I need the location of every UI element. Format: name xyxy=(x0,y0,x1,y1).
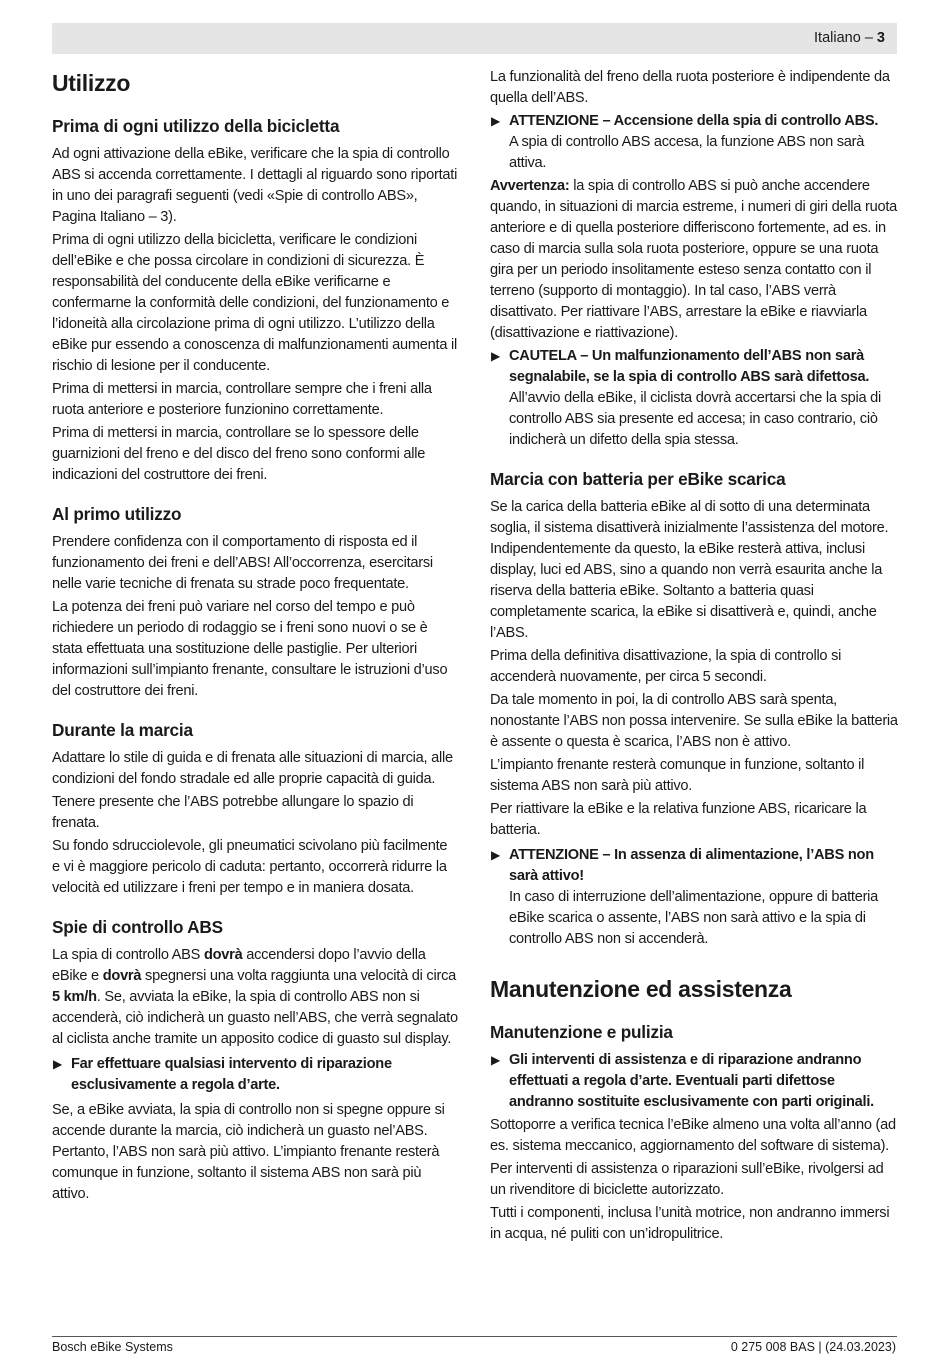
section-title-manutenzione: Manutenzione ed assistenza xyxy=(490,976,792,1002)
paragraph: Sottoporre a verifica tecnica l’eBike almeno una volta all’anno (ad es. sistema meccanico, aggiornamento del software di sistema). xyxy=(490,1117,896,1154)
left-column xyxy=(52,68,458,1205)
paragraph: Su fondo sdrucciolevole, gli pneumatici scivolano più facilmente e vi è maggiore pericolo di caduta: pertanto, occorrerà ridurre la velocità ed utilizzare i freni per tempo e in maniera dosata. xyxy=(52,838,448,896)
warning-bullet-icon: ▶ xyxy=(491,349,500,363)
right-column xyxy=(490,67,900,1245)
paragraph: Adattare lo stile di guida e di frenata alle situazioni di marcia, alle condizioni del fondo stradale ed alle proprie capacità di guida. xyxy=(52,750,453,787)
warning-note: ▶ Far effettuare qualsiasi intervento di riparazione esclusivamente a regola d’arte. xyxy=(53,1056,392,1093)
footer-divider xyxy=(52,1336,897,1337)
paragraph: La spia di controllo ABS dovrà accendersi dopo l’avvio della eBike e dovrà spegnersi una volta raggiunta una velocità di circa 5 km/h. Se, avviata la eBike, la spia di controllo ABS non si accenderà, ciò indicherà un guasto nell’ABS, che verrà segnalato al ciclista anche tramite un apposito codice di guasto sul display. xyxy=(52,947,458,1047)
warning-note: ▶ ATTENZIONE – Accensione della spia di controllo ABS. A spia di controllo ABS accesa, la funzione ABS non sarà attiva. xyxy=(491,113,879,171)
paragraph: L’impianto frenante resterà comunque in funzione, soltanto il sistema ABS non sarà più attivo. xyxy=(490,757,865,794)
subsection-title-spie: Spie di controllo ABS xyxy=(52,917,223,937)
paragraph: Prima della definitiva disattivazione, la spia di controllo si accenderà nuovamente, per circa 5 secondi. xyxy=(490,648,842,685)
paragraph: Avvertenza: la spia di controllo ABS si può anche accendere quando, in situazioni di marcia estreme, i numeri di giri della ruota anteriore e di quella posteriore differiscono fortemente, ad es. in caso di marcia sulla sola ruota posteriore, oppure se una ruota gira per un periodo insolitamente esteso senza contatto con il terreno (supporto di montaggio). In tal caso, l’ABS verrà disattivato. Per riattivare l’ABS, arrestare la eBike e riavviarla (disattivazione e riattivazione). xyxy=(490,178,897,341)
paragraph: La potenza dei freni può variare nel corso del tempo e può richiedere un periodo di rodaggio se i freni sono nuovi o se è stata effettuata una sostituzione delle pastiglie. Per ulteriori informazioni sull’impianto frenante, consultare le istruzioni d’uso del costruttore dei freni. xyxy=(52,599,448,699)
warning-bullet-icon: ▶ xyxy=(53,1057,62,1071)
footer-doc-id: 0 275 008 BAS | (24.03.2023) xyxy=(730,1340,896,1354)
warning-note: ▶ ATTENZIONE – In assenza di alimentazione, l’ABS non sarà attivo! In caso di interruzione dell’alimentazione, oppure di batteria eBike scarica o assente, l’ABS non sarà attivo e la spia di controllo ABS non si accenderà. xyxy=(491,847,879,947)
paragraph: Tenere presente che l’ABS potrebbe allungare lo spazio di frenata. xyxy=(52,794,414,831)
subsection-title-primo: Al primo utilizzo xyxy=(52,504,182,524)
paragraph: Prima di ogni utilizzo della bicicletta, verificare le condizioni dell’eBike e che possa circolare in condizioni di sicurezza. È responsabilità del conducente della eBike verificarne e confermarne la conformità delle condizioni, del funzionamento e l’idoneità alla circolazione prima di ogni utilizzo. L’utilizzo della eBike pur essendo a conoscenza di malfunzionamenti aumenta il rischio di lesione per il conducente. xyxy=(52,232,457,374)
subsection-title-prima: Prima di ogni utilizzo della bicicletta xyxy=(52,116,340,136)
warning-bullet-icon: ▶ xyxy=(491,848,500,862)
paragraph: Prima di mettersi in marcia, controllare se lo spessore delle guarnizioni del freno e del disco del freno sono conformi alle indicazioni del costruttore dei freni. xyxy=(52,425,426,483)
page-header xyxy=(52,23,897,54)
paragraph: Per interventi di assistenza o riparazioni sull’eBike, rivolgersi ad un rivenditore di biciclette autorizzato. xyxy=(490,1161,884,1198)
paragraph: Da tale momento in poi, la di controllo ABS sarà spenta, nonostante l’ABS non possa intervenire. Se sulla eBike la batteria è assente o questa è scarica, l’ABS non è attivo. xyxy=(490,692,898,750)
warning-bullet-icon: ▶ xyxy=(491,114,500,128)
section-title-utilizzo: Utilizzo xyxy=(52,70,131,96)
paragraph: Prima di mettersi in marcia, controllare sempre che i freni alla ruota anteriore e posteriore funzionino correttamente. xyxy=(52,381,432,418)
subsection-title-pulizia: Manutenzione e pulizia xyxy=(490,1022,673,1042)
paragraph: La funzionalità del freno della ruota posteriore è indipendente da quella dell’ABS. xyxy=(490,69,890,106)
paragraph: Se la carica della batteria eBike al di sotto di una determinata soglia, il sistema disattiverà inizialmente l’assistenza del motore. Indipendentemente da questo, la eBike resterà attiva, inclusi display, luci ed ABS, sino a quando non verrà esaurita anche la riserva della batteria eBike. Soltanto a batteria quasi completamente scarica, la eBike si disattiverà e, quindi, anche l’ABS. xyxy=(490,499,889,641)
header-page-label: Italiano – 3 xyxy=(814,30,885,46)
warning-bullet-icon: ▶ xyxy=(491,1053,500,1067)
footer-publisher: Bosch eBike Systems xyxy=(52,1340,173,1354)
warning-note: ▶ Gli interventi di assistenza e di riparazione andranno effettuati a regola d’arte. Eventuali parti difettose andranno sostituite esclusivamente con parti originali. xyxy=(491,1052,874,1110)
paragraph: Prendere confidenza con il comportamento di risposta ed il funzionamento dei freni e dell’ABS! All’occorrenza, esercitarsi nelle varie tecniche di frenata su strade poco frequentate. xyxy=(52,534,433,592)
warning-note: ▶ CAUTELA – Un malfunzionamento dell’ABS non sarà segnalabile, se la spia di controllo ABS sarà difettosa. All’avvio della eBike, il ciclista dovrà accertarsi che la spia di controllo ABS sia presente ed accesa; in caso contrario, ciò indicherà un difetto della spia stessa. xyxy=(491,348,882,448)
paragraph: Ad ogni attivazione della eBike, verificare che la spia di controllo ABS si accenda correttamente. I dettagli al riguardo sono riportati in uno dei paragrafi seguenti (vedi «Spie di controllo ABS», Pagina Italiano – 3). xyxy=(52,146,458,225)
subsection-title-durante: Durante la marcia xyxy=(52,720,193,740)
subsection-title-marcia: Marcia con batteria per eBike scarica xyxy=(490,469,786,489)
paragraph: Se, a eBike avviata, la spia di controllo non si spegne oppure si accende durante la marcia, ciò indicherà un guasto nel’ABS. Pertanto, l’ABS non sarà più attivo. L’impianto frenante resterà comunque in funzione, soltanto il sistema ABS non sarà più attivo. xyxy=(52,1102,445,1202)
paragraph: Per riattivare la eBike e la relativa funzione ABS, ricaricare la batteria. xyxy=(490,801,867,838)
paragraph: Tutti i componenti, inclusa l’unità motrice, non andranno immersi in acqua, né puliti con un’idropulitrice. xyxy=(490,1205,890,1242)
